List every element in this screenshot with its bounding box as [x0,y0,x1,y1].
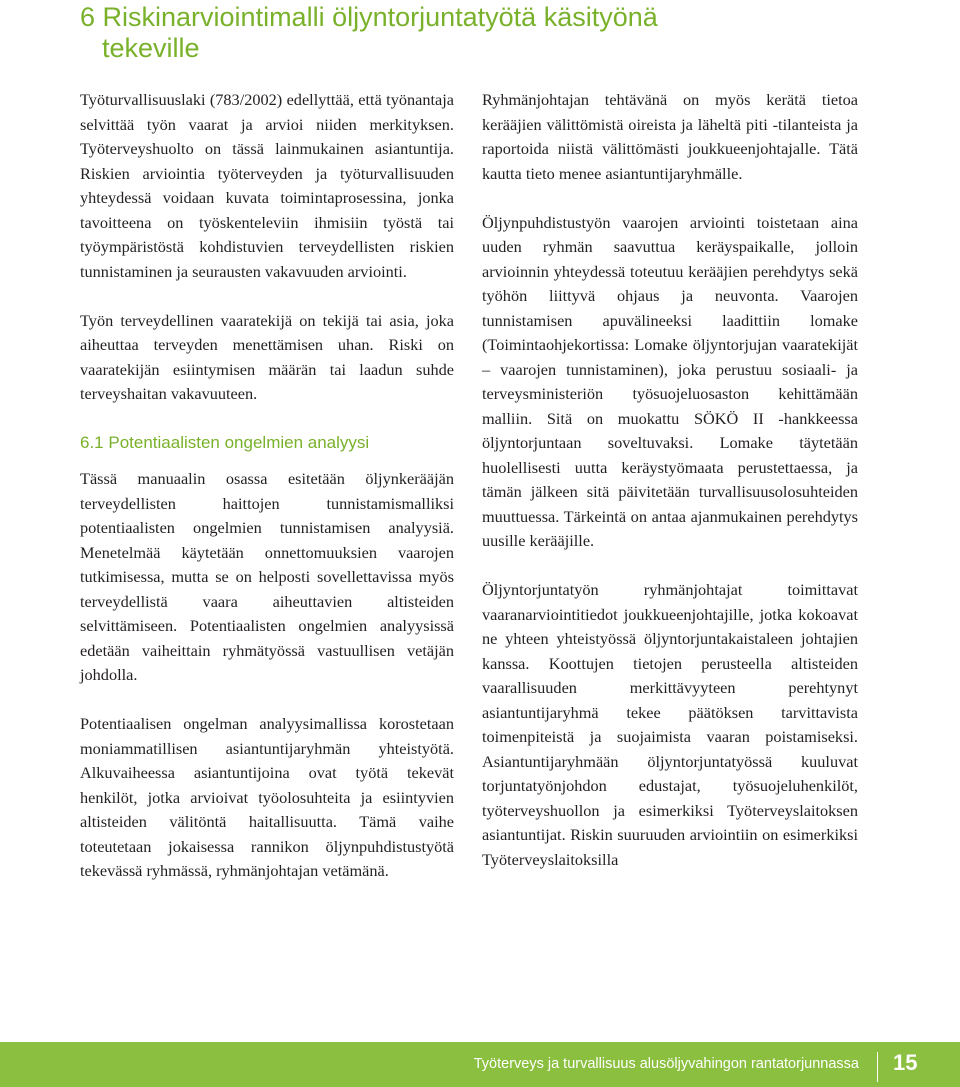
chapter-title [80,2,880,64]
chapter-title-line-1: 6 Riskinarviointimalli öljyntorjuntatyötä käsityönä [80,2,658,32]
paragraph: Potentiaalisen ongelman analyysimallissa korostetaan moniammatillisen asiantuntijaryhmän yhteistyötä. Alkuvaiheessa asiantuntijoina ovat työtä tekevät henkilöt, jotka arvioivat työolosuhteita ja esiintyvien altisteiden välitöntä haitallisuutta. Tämä vaihe toteutetaan jokaisessa rannikon öljynpuhdistustyötä tekevässä ryhmässä, ryhmänjohtajan vetämänä. [80,714,454,880]
footer-divider [877,1052,878,1082]
left-column [80,88,454,908]
publication-title: Työterveys ja turvallisuus alusöljyvahingon rantatorjunnassa [473,1056,859,1072]
page-number: 15 [893,1050,918,1075]
chapter-title-line-2: tekeville [102,33,200,63]
paragraph: Ryhmänjohtajan tehtävänä on myös kerätä tietoa kerääjien välittömistä oireista ja läheltä piti -tilanteista ja raportoida niistä välittömästi joukkueenjohtajalle. Tätä kautta tieto menee asiantuntijaryhmälle. [482,90,858,183]
right-column [482,88,858,897]
paragraph: Öljyntorjuntatyön ryhmänjohtajat toimittavat vaaranarviointitiedot joukkueenjohtajille, jotka kokoavat ne yhteen yhteistyössä öljyntorjuntakaistaleen johtajien kanssa. Koottujen tietojen perusteella altisteiden vaarallisuuden merkittävyyteen perehtynyt asiantuntijaryhmä tekee päätöksen tarvittavista toimenpiteistä ja suojaimista vaaran poistamiseksi. Asiantuntijaryhmään öljyntorjuntatyössä kuuluvat torjuntatyönjohdon edustajat, työsuojeluhenkilöt, työterveyshuollon ja esimerkiksi Työterveyslaitoksen asiantuntijat. Riskin suuruuden arviointiin on esimerkiksi Työterveyslaitoksilla [482,580,858,869]
paragraph: Työturvallisuuslaki (783/2002) edellyttää, että työnantaja selvittää työn vaarat ja arvioi niiden merkityksen. Työterveyshuolto on tässä lainmukainen asiantuntija. Riskien arviointia työterveyden ja työturvallisuuden yhteydessä voidaan kuvata toimintaprosessina, jonka tavoitteena on työskenteleviin ihmisiin työstä tai työympäristöstä kohdistuvien terveydellisten riskien tunnistaminen ja seurausten vakavuuden arviointi. [80,90,454,281]
paragraph: Öljynpuhdistustyön vaarojen arviointi toistetaan aina uuden ryhmän saavuttua keräyspaikalle, jolloin arvioinnin yhteydessä toteutuu kerääjien perehdytys sekä työhön liittyvä ohjaus ja neuvonta. Vaarojen tunnistamisen apuvälineeksi laadittiin lomake (Toimintaohjekortissa: Lomake öljyntorjujan vaaratekijät – vaarojen tunnistaminen), joka perustuu sosiaali- ja terveysministeriön työsuojeluosaston kehittämään malliin. Sitä on muokattu SÖKÖ II -hankkeessa öljyntorjuntaan soveltuvaksi. Lomake täytetään huolellisesti uutta keräystyömaata perustettaessa, ja tämän jälkeen sitä päivitetään turvallisuusolosuhteiden muuttuessa. Tärkeintä on antaa ajanmukainen perehdytys uusille kerääjille. [482,212,858,550]
section-heading: 6.1 Potentiaalisten ongelmien analyysi [80,433,370,452]
page-footer [0,1042,960,1087]
paragraph: Tässä manuaalin osassa esitetään öljynkerääjän terveydellisten haittojen tunnistamismalliksi potentiaalisten ongelmien tunnistamisen analyysiä. Menetelmää käytetään onnettomuuksien vaarojen tutkimisessa, mutta se on helposti sovellettavissa myös terveydellistä vaara aiheuttavien altisteiden selvittämiseen. Potentiaalisten ongelmien analyysissä edetään vaiheittain ryhmätyössä vastuullisen vetäjän johdolla. [80,469,454,684]
paragraph: Työn terveydellinen vaaratekijä on tekijä tai asia, joka aiheuttaa terveyden menettämisen uhan. Riski on vaaratekijän esiintymisen määrän tai laadun suhde terveyshaitan vakavuuteen. [80,310,454,403]
